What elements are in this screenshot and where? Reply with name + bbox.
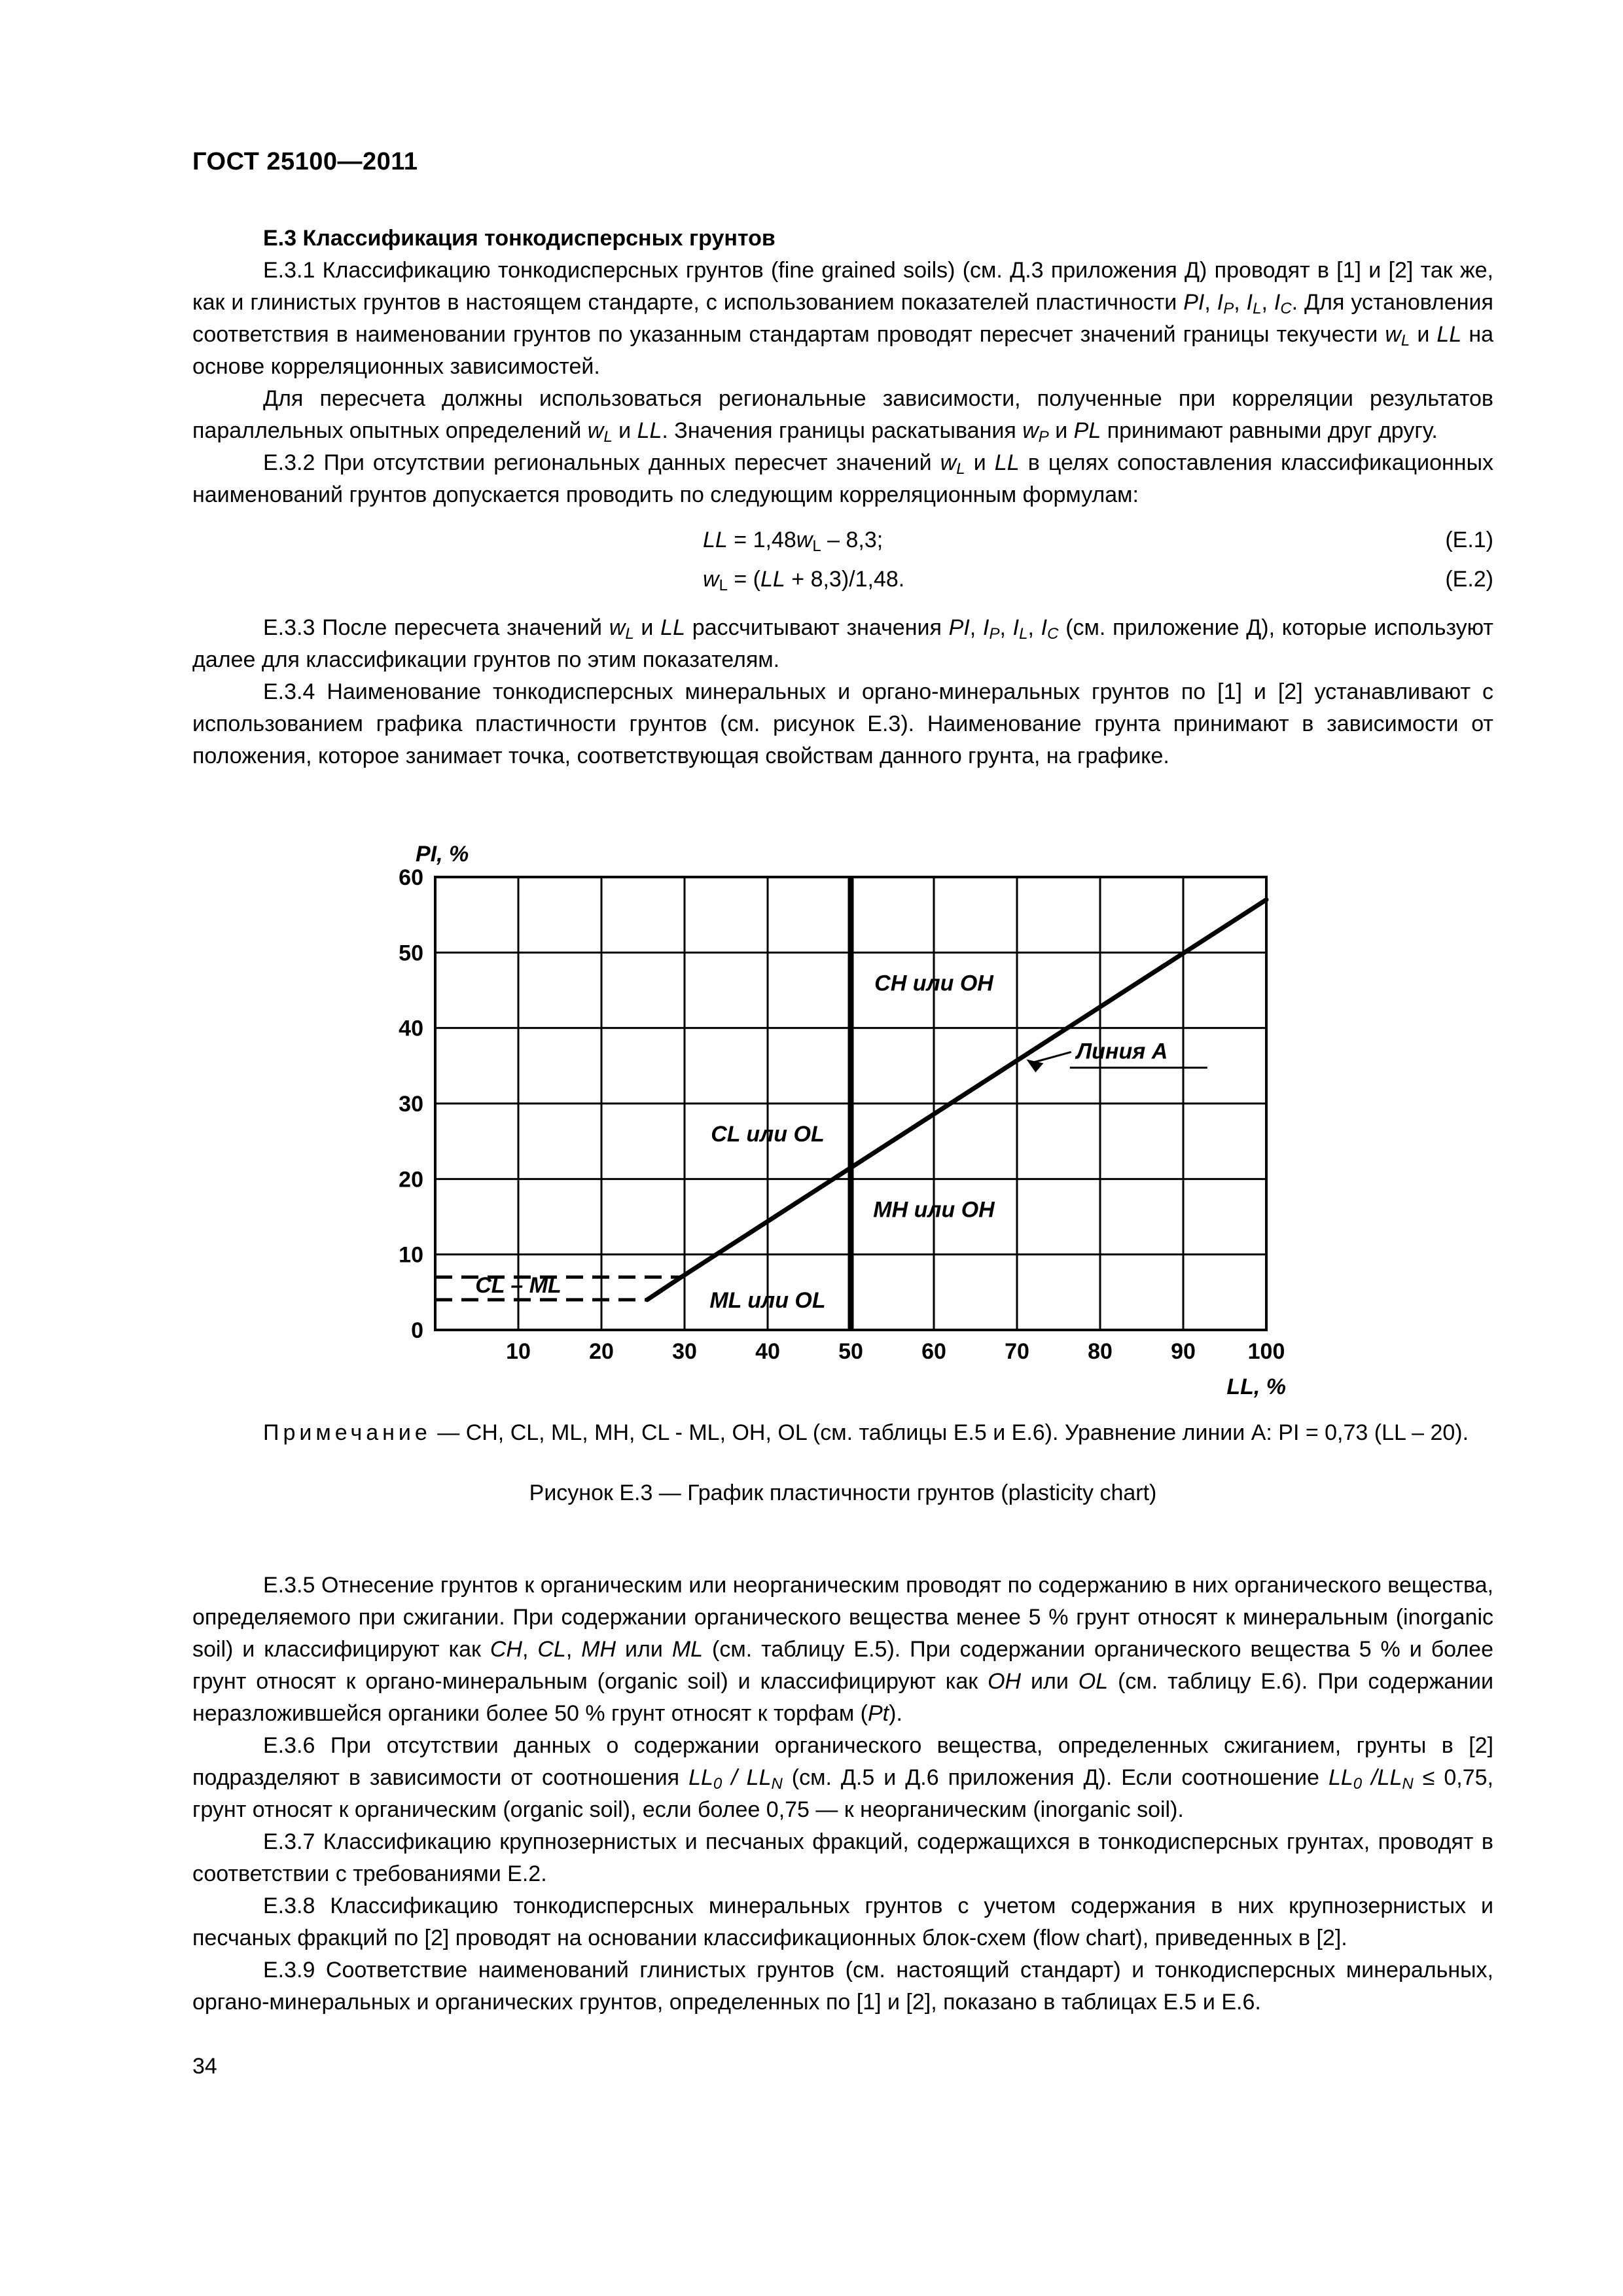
paragraph-e34: Е.3.4 Наименование тонкодисперсных минеральных и органо-минеральных грунтов по [1] и [2] устанавливают с использованием графика пластичности грунтов (см. рисунок Е.3). Наименование грунта принимают в зависимости от положения, которое занимает точка, соответствующая свойствам данного грунта, на графике. [192,679,1493,768]
y-tick-label: 50 [399,941,423,966]
line-a-annotation-leader [1030,1052,1071,1063]
x-tick-label: 90 [1171,1339,1196,1364]
paragraph-e33: Е.3.3 После пересчета значений $w_L$ и LL рассчитывают значения PI, $I_P$, $I_L$, $I_C$ (см. приложение Д), которые используют далее для классификации грунтов по этим показателям. [192,615,1493,672]
section-title: Е.3 Классификация тонкодисперсных грунтов [263,226,776,251]
x-tick-label: 80 [1088,1339,1113,1364]
x-tick-label: 100 [1247,1339,1285,1364]
region-label: MH или OH [873,1197,995,1223]
paragraph-e35: Е.3.5 Отнесение грунтов к органическим или неорганическим проводят по содержанию в них органического вещества, определяемого при сжигании. При содержании органического вещества менее 5 % грунт относят к минеральным (inorganic soil) и классифицируют как CH, CL, MH или ML (см. таблицу Е.5). При содержании органического вещества 5 % и более грунт относят к органо-минеральным (organic soil) и классифицируют как OH или OL (см. таблицу Е.6). При содержании неразложившейся органики более 50 % грунт относят к торфам (Pt). [192,1573,1493,1726]
plasticity-chart [366,831,1322,1401]
x-tick-label: 30 [672,1339,697,1364]
standard-header: ГОСТ 25100—2011 [192,148,418,175]
y-tick-label: 40 [399,1016,423,1041]
paragraph-e31-cont: Для пересчета должны использоваться региональные зависимости, полученные при корреляции результатов параллельных опытных определений $w_L$ и LL. Значения границы раскатывания $w_P$ и PL принимают равными друг другу. [192,386,1493,446]
formula-e1: LL = $1,48w_L - 8,3$; (Е.1) [703,528,1493,555]
y-tick-label: 20 [399,1167,423,1193]
y-tick-label: 60 [399,865,423,890]
x-tick-label: 50 [838,1339,863,1364]
bottom-text-block [192,1570,1493,2018]
figure-caption: Рисунок Е.3 — График пластичности грунтов (plasticity chart) [529,1480,1157,1505]
x-axis-label: LL, % [1226,1374,1286,1399]
note-label: Примечание [263,1420,431,1445]
region-label: ML или OL [709,1287,826,1313]
line-a-lower-segment [647,1277,681,1300]
top-text-block [192,223,1493,772]
paragraph-e36: Е.3.6 При отсутствии данных о содержании органического вещества, определенных сжиганием, грунты в [2] подразделяют в зависимости от соотношения $LL_0 / LL_N$ (см. Д.5 и Д.6 приложения Д). Если соотношение $LL_0$ $/LL_N \le 0,75$, грунт относят к органическим (organic soil), если более 0,75 — к неорганическим (inorganic soil). [192,1733,1493,1822]
figure-note [192,1417,1493,1449]
paragraph-e37: Е.3.7 Классификацию крупнозернистых и песчаных фракций, содержащихся в тонкодисперсных грунтах, проводят в соответствии с требованиями Е.2. [192,1829,1493,1886]
paragraph-e39: Е.3.9 Соответствие наименований глинистых грунтов (см. настоящий стандарт) и тонкодисперсных минеральных, органо-минеральных и органических грунтов, определенных по [1] и [2], показано в таблицах Е.5 и Е.6. [192,1958,1493,2015]
plasticity-chart-svg [366,831,1322,1401]
paragraph-e32: Е.3.2 При отсутствии региональных данных пересчет значений $w_L$ и LL в целях сопоставления классификационных наименований грунтов допускается проводить по следующим корреляционным формулам: [192,450,1494,507]
line-a-annotation: Линия А [1076,1039,1168,1064]
region-label: CL или OL [711,1122,825,1147]
region-label: CL – ML [475,1272,562,1298]
paragraph-e31: Е.3.1 Классификацию тонкодисперсных грунтов (fine grained soils) (см. Д.3 приложения Д) проводят в [1] и [2] так же, как и глинистых грунтов в настоящем стандарте, с использованием показателей пластичности PI, $I_P$, $I_L$, $I_C$. Для установления соответствия в наименовании грунтов по указанным стандартам проводят пересчет значений границы текучести $w_L$ и LL на основе корреляционных зависимостей. [192,258,1494,379]
x-tick-label: 70 [1005,1339,1029,1364]
y-tick-label: 30 [399,1092,423,1117]
y-tick-label: 0 [411,1318,423,1343]
region-label: CH или OH [874,971,993,996]
note-text: — CH, CL, ML, MH, CL - ML, OH, OL (см. таблицы Е.5 и Е.6). Уравнение линии А: PI = 0,73 (LL – 20). [431,1420,1469,1445]
x-tick-label: 60 [921,1339,946,1364]
y-tick-label: 10 [399,1242,423,1268]
x-tick-label: 20 [589,1339,614,1364]
x-tick-label: 40 [755,1339,780,1364]
formula-e2: $w_L = (LL + 8,3)/1,48$. (Е.2) [703,567,1493,594]
page-number: 34 [192,2054,217,2079]
x-tick-label: 10 [506,1339,531,1364]
y-axis-label: PI, % [416,842,469,867]
paragraph-e38: Е.3.8 Классификацию тонкодисперсных минеральных грунтов с учетом содержания в них крупнозернистых и песчаных фракций по [2] проводят на основании классификационных блок-схем (flow chart), приведенных в [2]. [192,1893,1493,1950]
